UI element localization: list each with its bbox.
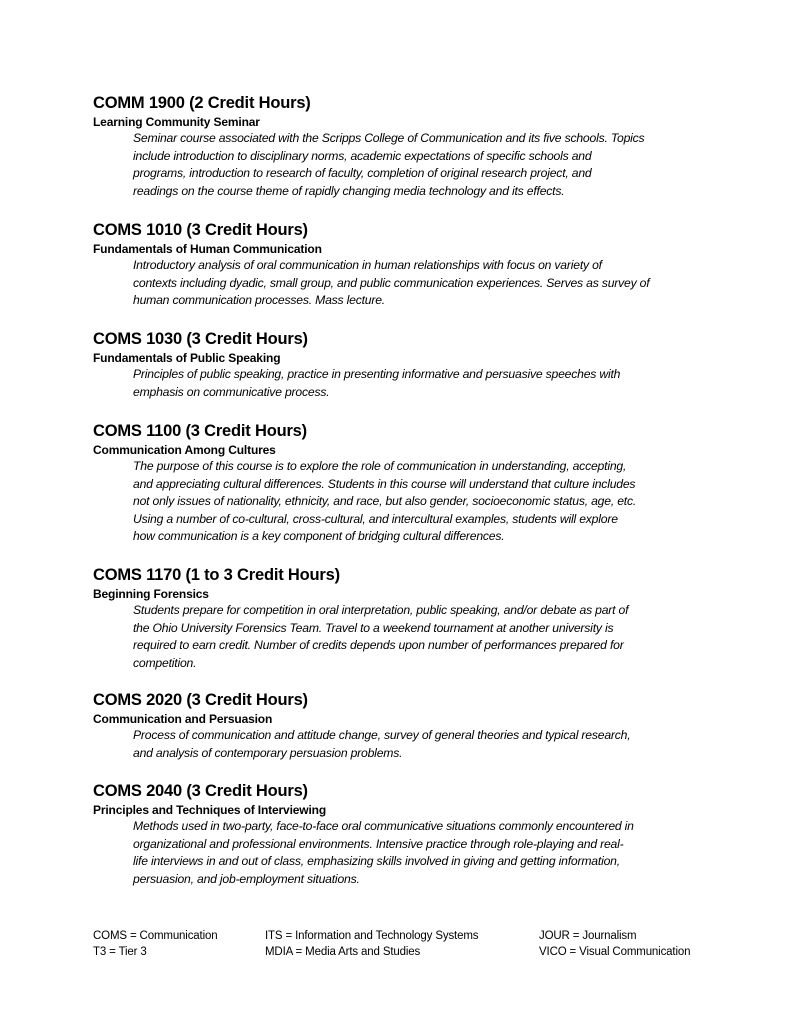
description-line: required to earn credit. Number of credits depends upon number of performances prepared for — [133, 638, 624, 653]
course-entry-coms-1030 — [93, 329, 713, 401]
description-line: how communication is a key component of bridging cultural differences. — [133, 529, 505, 544]
description-line: programs, introduction to research of faculty, completion of original research project, and — [133, 166, 592, 181]
course-description — [133, 818, 705, 888]
description-line: Seminar course associated with the Scripps College of Communication and its five schools. Topics — [133, 131, 645, 145]
course-subtitle: Principles and Techniques of Interviewing — [93, 803, 327, 817]
legend-column — [265, 928, 478, 960]
course-title: COMS 2040 (3 Credit Hours) — [93, 782, 308, 800]
course-entry-coms-2040 — [93, 781, 713, 888]
course-title: COMM 1900 (2 Credit Hours) — [93, 94, 311, 112]
description-line: emphasis on communicative process. — [133, 384, 330, 399]
course-subtitle: Communication Among Cultures — [93, 443, 276, 457]
legend-entry: COMS = Communication — [93, 930, 218, 942]
course-description — [133, 727, 705, 762]
description-line: human communication processes. Mass lecture. — [133, 293, 385, 308]
legend-entry: VICO = Visual Communication — [539, 946, 691, 958]
description-line: and appreciating cultural differences. Students in this course will understand that culture includes — [133, 476, 636, 491]
course-description — [133, 602, 705, 672]
legend-entry: JOUR = Journalism — [539, 930, 637, 942]
description-line: The purpose of this course is to explore the role of communication in understanding, accepting, — [133, 459, 627, 473]
description-line: persuasion, and job-employment situations. — [133, 871, 360, 886]
legend-entry: MDIA = Media Arts and Studies — [265, 946, 421, 958]
description-line: Using a number of co-cultural, cross-cultural, and intercultural examples, students will explore — [133, 511, 618, 526]
course-description — [133, 458, 705, 546]
course-title: COMS 1170 (1 to 3 Credit Hours) — [93, 566, 340, 584]
description-line: readings on the course theme of rapidly changing media technology and its effects. — [133, 183, 565, 198]
course-subtitle: Fundamentals of Human Communication — [93, 242, 322, 256]
course-entry-coms-1010 — [93, 220, 713, 310]
course-subtitle: Communication and Persuasion — [93, 712, 273, 726]
course-subtitle: Fundamentals of Public Speaking — [93, 351, 281, 365]
description-line: and analysis of contemporary persuasion problems. — [133, 745, 403, 760]
legend-entry: T3 = Tier 3 — [93, 946, 147, 958]
course-description — [133, 130, 705, 200]
course-subtitle: Beginning Forensics — [93, 587, 209, 601]
course-entry-coms-1170 — [93, 565, 713, 672]
course-title: COMS 2020 (3 Credit Hours) — [93, 691, 308, 709]
description-line: Students prepare for competition in oral interpretation, public speaking, and/or debate as part of — [133, 603, 629, 617]
course-description — [133, 366, 705, 401]
description-line: contexts including dyadic, small group, and public communication experiences. Serves as survey of — [133, 275, 650, 290]
description-line: Methods used in two-party, face-to-face oral communicative situations commonly encountered in — [133, 819, 634, 833]
course-title: COMS 1010 (3 Credit Hours) — [93, 221, 308, 239]
description-line: include introduction to disciplinary norms, academic expectations of specific schools and — [133, 148, 592, 163]
description-line: Principles of public speaking, practice in presenting informative and persuasive speeches with — [133, 367, 621, 381]
legend-entry: ITS = Information and Technology Systems — [265, 930, 479, 942]
description-line: Process of communication and attitude change, survey of general theories and typical research, — [133, 728, 631, 742]
course-entry-coms-2020 — [93, 690, 713, 762]
description-line: Introductory analysis of oral communication in human relationships with focus on variety of — [133, 258, 602, 272]
legend-column — [539, 928, 690, 960]
description-line: organizational and professional environments. Intensive practice through role-playing and real- — [133, 836, 624, 851]
description-line: competition. — [133, 655, 197, 670]
course-entry-coms-1100 — [93, 421, 713, 546]
description-line: life interviews in and out of class, emphasizing skills involved in giving and getting information, — [133, 854, 620, 869]
description-line: the Ohio University Forensics Team. Travel to a weekend tournament at another university is — [133, 620, 614, 635]
course-description — [133, 257, 705, 310]
course-entry-comm-1900 — [93, 93, 713, 200]
course-title: COMS 1030 (3 Credit Hours) — [93, 330, 308, 348]
course-title: COMS 1100 (3 Credit Hours) — [93, 422, 307, 440]
course-subtitle: Learning Community Seminar — [93, 115, 260, 129]
description-line: not only issues of nationality, ethnicity, and race, but also gender, socioeconomic status, age, etc. — [133, 494, 637, 509]
legend-column — [93, 928, 218, 960]
